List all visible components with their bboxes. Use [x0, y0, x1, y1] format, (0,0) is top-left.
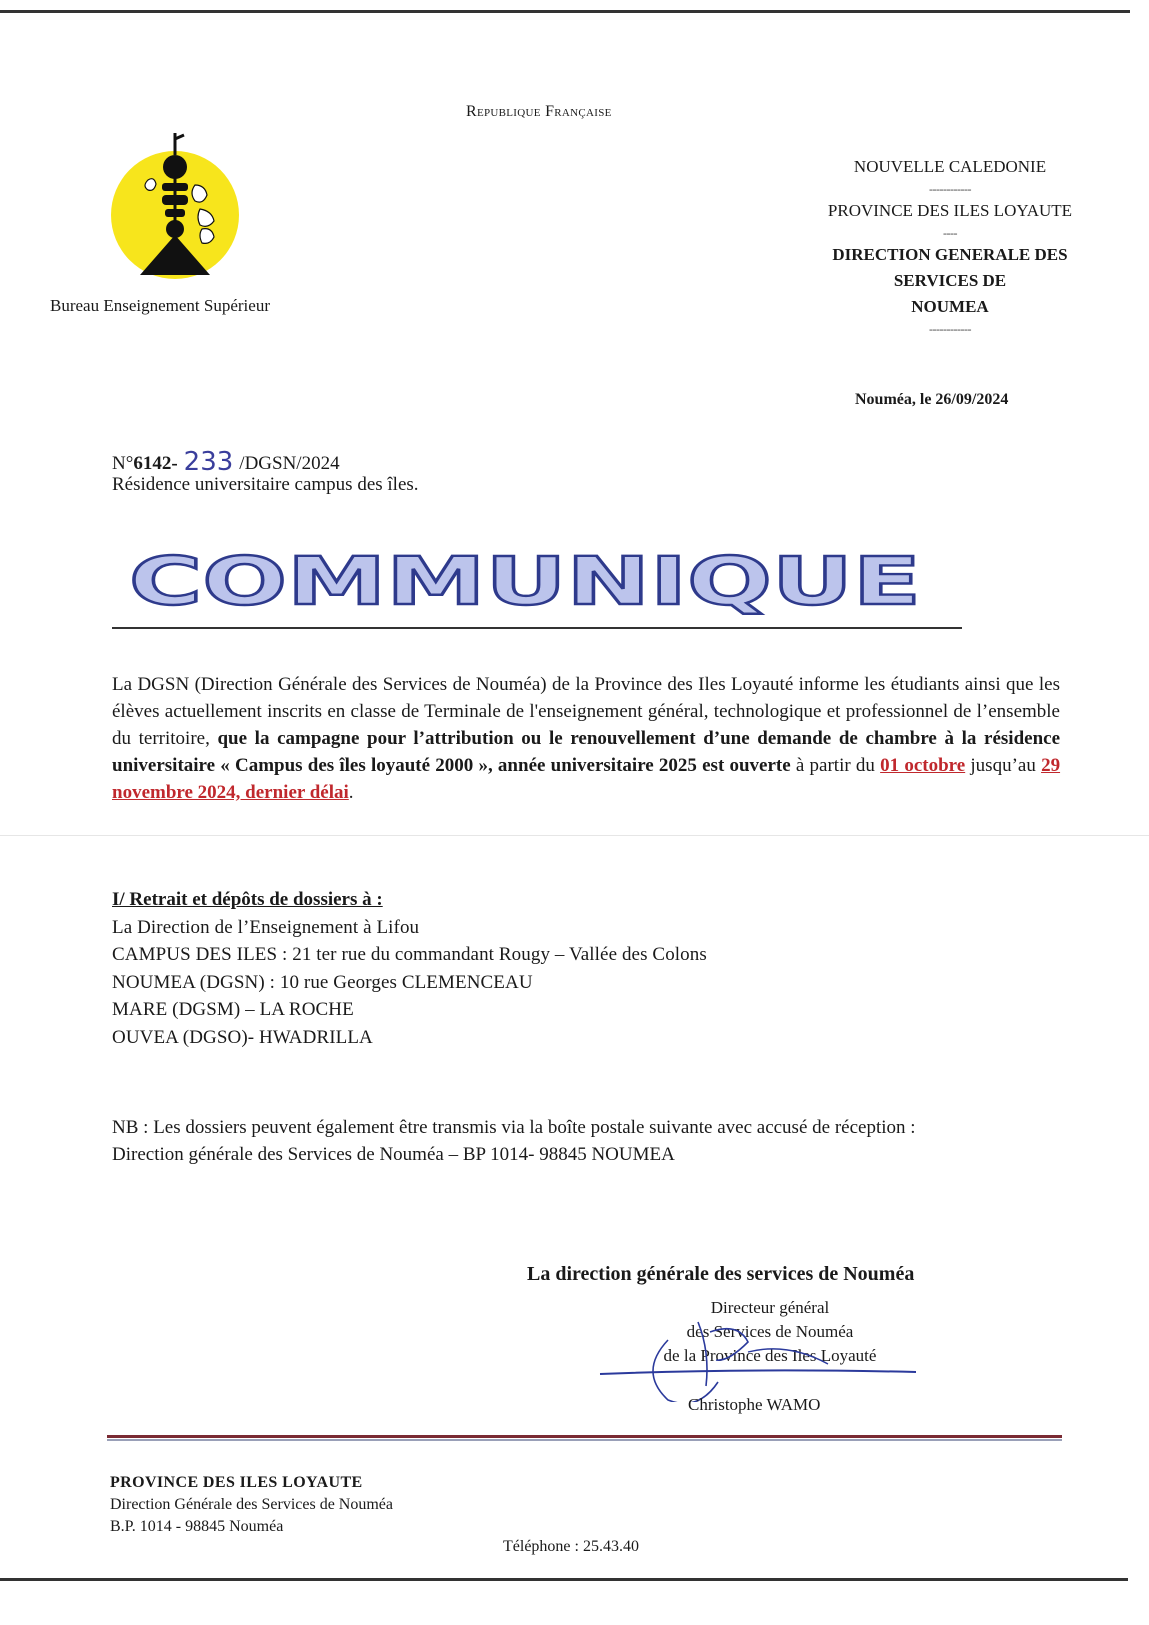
- announcement-paragraph: [112, 671, 1060, 806]
- document-date: Nouméa, le 26/09/2024: [855, 391, 1009, 408]
- footer-province: PROVINCE DES ILES LOYAUTE: [110, 1474, 363, 1491]
- list-item: La Direction de l’Enseignement à Lifou: [112, 916, 420, 938]
- reference-suffix: /DGSN/2024: [239, 453, 340, 474]
- list-item: CAMPUS DES ILES : 21 ter rue du commandant Rougy – Vallée des Colons: [112, 944, 707, 965]
- bottom-border: [0, 1578, 1128, 1581]
- issuer-direction: DIRECTION GENERALE DES: [832, 245, 1068, 264]
- announcement-bold: que la campagne pour l’attribution ou le renouvellement d’une demande de chambre à la résidence universitaire « Campus des îles loyauté 2000 », année universitaire 2025 est ouverte: [112, 728, 1061, 776]
- signature-role-line: Directeur général: [710, 1298, 830, 1317]
- separator: ------------: [929, 322, 971, 336]
- communique-title-text: COMMUNIQUE: [129, 548, 921, 618]
- footer-divider: [107, 1439, 1062, 1441]
- signature-title: La direction générale des services de Nouméa: [527, 1263, 915, 1285]
- nb-text: Les dossiers peuvent également être transmis via la boîte postale suivante avec accusé de réception :: [153, 1117, 916, 1138]
- issuer-province: PROVINCE DES ILES LOYAUTE: [827, 201, 1073, 220]
- issuer-country: NOUVELLE CALEDONIE: [853, 157, 1047, 176]
- reference-number: [112, 447, 340, 477]
- reference-handwritten: 233: [183, 447, 234, 477]
- scan-fold-line: [0, 835, 1149, 836]
- reference-subject: Résidence universitaire campus des îles.: [112, 474, 419, 495]
- republique-label: Republique Française: [466, 103, 612, 120]
- section-title: I/ Retrait et dépôts de dossiers à :: [112, 889, 383, 910]
- signature-role-line: de la Province des Iles Loyauté: [663, 1346, 877, 1365]
- reference-prefix: N°: [112, 453, 134, 474]
- footer-bp: B.P. 1014 - 98845 Nouméa: [110, 1518, 284, 1535]
- issuer-direction-3: NOUMEA: [911, 297, 989, 316]
- separator: ------------: [929, 182, 971, 196]
- bureau-label: Bureau Enseignement Supérieur: [50, 296, 270, 315]
- end-date: 29 novembre 2024, dernier délai: [112, 755, 1061, 803]
- communique-title: [120, 548, 930, 618]
- reference-base: 6142-: [133, 453, 178, 474]
- nb-note: [112, 1114, 1062, 1168]
- announcement-end: .: [348, 782, 354, 803]
- announcement-from: à partir du: [795, 755, 875, 776]
- province-logo-icon: [110, 125, 250, 295]
- title-underline: [112, 627, 962, 629]
- separator: ----: [943, 226, 957, 240]
- signatory-name: Christophe WAMO: [688, 1395, 821, 1414]
- footer-address: [110, 1472, 393, 1538]
- announcement-until: jusqu’au: [970, 755, 1036, 776]
- signature-role-line: des Services de Nouméa: [686, 1322, 854, 1341]
- start-date: 01 octobre: [880, 755, 966, 776]
- footer-divider: [107, 1435, 1062, 1438]
- submission-section: [112, 886, 707, 1051]
- list-item: OUVEA (DGSO)- HWADRILLA: [112, 1026, 373, 1048]
- top-border: [0, 10, 1130, 13]
- nb-label: NB :: [112, 1117, 149, 1138]
- issuer-direction-2: SERVICES DE: [893, 271, 1007, 290]
- nb-address: Direction générale des Services de Nouméa – BP 1014- 98845 NOUMEA: [112, 1144, 675, 1165]
- handwritten-signature: [598, 1302, 928, 1402]
- footer-direction: Direction Générale des Services de Nouméa: [110, 1496, 393, 1513]
- announcement-text: La DGSN (Direction Générale des Services de Nouméa) de la Province des Iles Loyauté informe les étudiants ainsi que les élèves actuellement inscrits en classe de Terminale de l'enseignement général, technologique et professionnel de l’ensemble du territoire,: [112, 674, 1060, 749]
- footer-phone: Téléphone : 25.43.40: [503, 1538, 639, 1555]
- issuer-block: [800, 154, 1100, 338]
- list-item: NOUMEA (DGSN) : 10 rue Georges CLEMENCEAU: [112, 971, 533, 993]
- list-item: MARE (DGSM) – LA ROCHE: [112, 999, 354, 1020]
